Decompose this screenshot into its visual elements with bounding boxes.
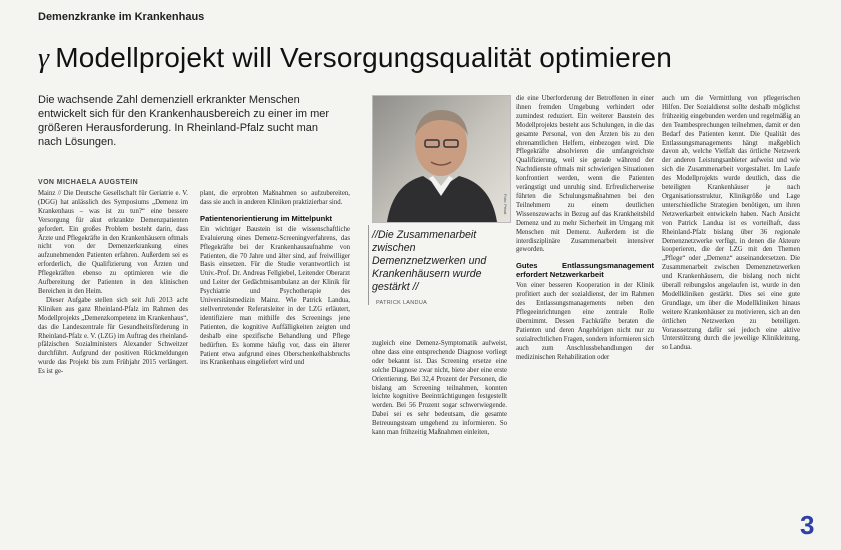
byline: VON MICHAELA AUGSTEIN [38,179,139,186]
quote-rule [368,225,369,305]
headline-title: Modellprojekt will Versorgungsqualität optimieren [55,42,673,73]
kicker: Demenzkranke im Krankenhaus [38,11,205,23]
section-mark-icon: γ [38,43,50,74]
paragraph: die eine Überforderung der Betroffenen in einer ihnen fremden Umgebung verhindert oder zumindest reduziert. Ein weiterer Baustein des Modellprojekts besteht aus Schulungen, in die das gesamte Personal, von den Ärzten bis zu den ehrenamtlichen Helfern, einbezogen wird. Die Pflegekräfte absolvieren die umfangreichste Qualifizierung, weil sie gerade während der Nachtdienste oftmals mit schwierigen Situationen konfrontiert werden, wenn die Patienten verängstigt und unruhig sind. Erfreulicherweise führten die Schulungsmaßnahmen bei den Teilnehmern zu einem deutlichen Wissenszuwachs in Bezug auf das Krankheitsbild Demenz und zu mehr Sicherheit im Umgang mit Menschen mit Demenz. Außerdem ist die interdisziplinäre Zusammenarbeit intensiver geworden. [516,95,654,254]
article-headline [38,42,672,75]
column-3a [372,340,507,535]
column-4 [662,95,800,535]
column-2 [200,190,350,535]
paragraph: Mainz // Die Deutsche Gesellschaft für Geriatrie e. V. (DGG) hat anlässlich des Symposiums „Demenz im Krankenhaus – was ist zu tun?“ eine bessere Versorgung für akut erkrankte Demenzpatienten gefordert. Ein großes Problem besteht darin, dass Ärzte und Pflegekräfte in den Krankenhäusern oftmals nicht von der Demenzerkrankung eines aufzunehmenden Patienten erfahren. Außerdem sei es erforderlich, die Qualifizierung von Ärzten und Pflegekräften ebenso zu optimieren wie die Aufbereitung der Patienten in den klinischen Bereichen in den Heim. [38,190,188,295]
column-3b [516,95,654,535]
paragraph: Ein wichtiger Baustein ist die wissenschaftliche Evaluierung eines Demenz-Screeningverfahrens, das Pflegekräfte bei der Krankenhausaufnahme von Patienten, die 70 Jahre und älter sind, auf freiwilliger Basis einsetzen. Für die Studie verantwortlich ist Univ.-Prof. Dr. Andreas Fellgiebel, Leitender Oberarzt und Leiter der Gedächtnisambulanz an der Klinik für Psychiatrie und Psychotherapie des Universitätsmedizin Mainz. Wie Patrick Landua, stellvertretender Referatsleiter in der LZG erläutert, identifiziere man mithilfe des Screenings jene Patienten, die kognitive Auffälligkeiten zeigten und deshalb eine spezifische Behandlung und Pflege bedürften. Es komme häufig vor, dass ein älterer Patient etwa aufgrund eines Oberschenkelhalsbruchs ins Krankenhaus eingeliefert wird und [200,225,350,367]
paragraph: zugleich eine Demenz-Symptomatik aufweist, ohne dass eine entsprechende Diagnose vorliegt oder bekannt ist. Das Screening ersetze eine solche Diagnose zwar nicht, biete aber eine erste Orientierung. Bei 32,4 Prozent der Personen, die bislang am Screening teilnahmen, konnten leichte kognitive Beeinträchtigungen festgestellt werden. Bei 56 Prozent sogar schwerwiegende. Dabei sei es sehr bedeutsam, die gesamte Betreuungsteam umgehend zu informieren. So kann man frühzeitig Maßnahmen einleiten, [372,340,507,437]
pull-quote: //Die Zusammenarbeit zwischen Demenznetzwerken und Krankenhäusern wurde gestärkt // [372,229,487,293]
subheading: Patientenorientierung im Mittelpunkt [200,213,333,223]
photo-credit: Foto: Privat [503,193,508,214]
paragraph: plant, die erprobten Maßnahmen so aufzubereiten, dass sie auch in anderen Kliniken praktizierbar sind. [200,190,350,206]
article-intro: Die wachsende Zahl demenziell erkrankter Menschen entwickelt sich für den Krankenhausbereich zu einer im mer größeren Herausforderung. In Rheinland-Pfalz sucht man nach Lösungen. [38,94,330,148]
subheading: Gutes Entlassungsmanagement erfordert Netzwerkarbeit [516,261,654,280]
column-1 [38,190,188,535]
page-number: 3 [800,510,815,540]
paragraph: auch um die Vermittlung von pflegerischen Hilfen. Der Sozialdienst sollte deshalb möglichst frühzeitig eingebunden werden und regelmäßig an den Teambesprechungen teilnehmen, damit er den Bedarf des Patienten kennt. Die Qualität des Entlassungsmanagements hängt maßgeblich davon ab, welche Vielfalt das örtliche Netzwerk der anderen Leistungsanbieter aufweist und wie sich die Zusammenarbeit vorgestaltet. Im Laufe des Modellprojekts wurde deutlich, dass die beteiligten Krankenhäuser je nach Organisationsstruktur, Klinikgröße und Lage unterschiedliche Strategien benötigen, um ihren Netzwerkarbeit entwickeln haben. Nach Ansicht von Patrick Landua ist es vorteilhaft, dass Rheinland-Pfalz bislang über 36 regionale Demenznetzwerke verfügt, in denen die Akteure kooperieren, die der LZG mit den Themen „Pflege“ oder „Demenz“ auseinandersetzen. Die Zusammenarbeit zwischen Demenznetzwerken und Krankenhäusern, die bislang noch nicht überall reibungslos angelaufen ist, wurde in den Modellkliniken gestärkt. Dies sei eine gute Grundlage, um über die Modellkliniken hinaus weitere Krankenhäuser zu motivieren, sich an den örtlichen Netzwerken zu beteiligen. Voraussetzung dafür sei jedoch eine aktive Unterstützung durch die jeweilige Klinikleitung, so Landua. [662,95,800,352]
portrait-illustration [373,96,510,222]
quote-author: PATRICK LANDUA [376,300,428,306]
portrait-photo [372,95,511,223]
paragraph: Von einer besseren Kooperation in der Klinik profitiert auch der sozialdienst, der im Rahmen des Entlassungsmanagements neben den Pflegeeinrichtungen eine zentrale Rolle übernimmt. Dessen Fachkräfte beraten die Patienten und deren Angehörigen nicht nur zu sozialrechtlichen Fragen, sondern informieren sich auch zum Anschlussbehandlungen der medizinischen Rehabilitation oder [516,282,654,361]
paragraph: Dieser Aufgabe stellen sich seit Juli 2013 acht Kliniken aus ganz Rheinland-Pfalz im Rahmen des Modellprojekts „Demenzkompetenz im Krankenhaus“, das die Landeszentrale für Gesundheitsförderung in Rheinland-Pfalz e. V. (LZG) im Auftrag des rheinland-pfälzischen Sozialministers Alexander Schweitzer durchführt. Aufgrund der positiven Rückmeldungen wurde das Projekt bis zum Frühjahr 2015 verlängert. Es ist ge- [38,296,188,376]
